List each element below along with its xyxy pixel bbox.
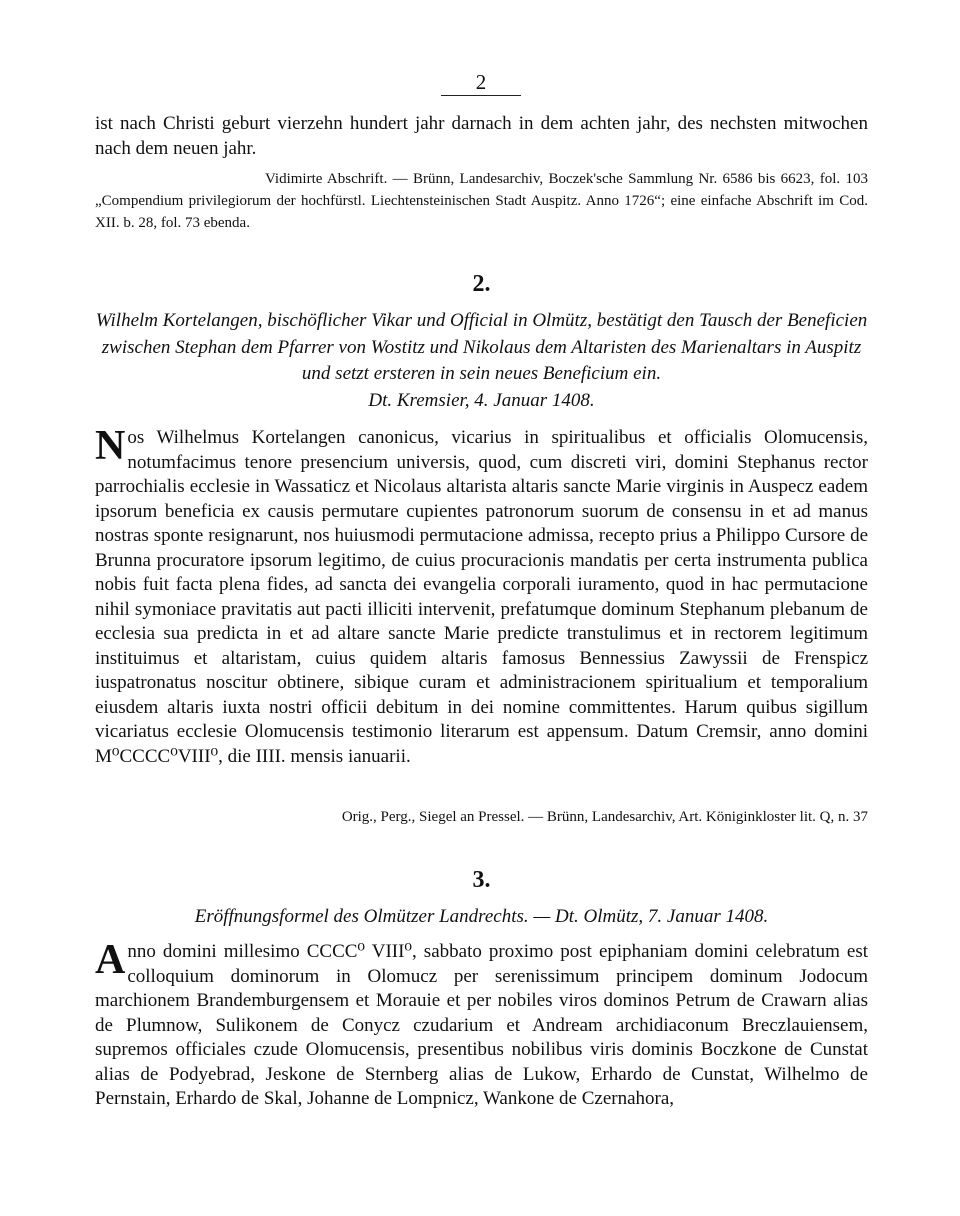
document-2-date: Dt. Kremsier, 4. Januar 1408.: [368, 389, 595, 411]
document-3-initial: A: [95, 937, 126, 983]
page-number-rule: [441, 95, 521, 96]
document-3-body: [95, 937, 868, 1112]
document-2-summary-text: Wilhelm Kortelangen, bischöflicher Vikar und Official in Olmütz, bestätigt den Tausch der Beneficien zwischen Stephan dem Pfarrer von Wostitz und Nikolaus dem Altaristen des Marienaltars in Auspitz und setzt ersteren in sein neues Beneficium ein.: [95, 310, 868, 384]
document-3-text: nno domini millesimo CCCC⁰ VIII⁰, sabbato proximo post epiphaniam domini celebratum est colloquium dominorum in Olomucz per serenissimum principem dominum Jodocum marchionem Brandemburgensem et Morauie et per nobiles viros dominos Petrum de Crawarn alias de Plumnow, Sulikonem de Conycz czudarium et Andream archidiaconum Breczlauiensem, supremos officiales czude Olomucensis, presentibus nobilibus viris dominis Boczkone de Cunstat alias de Podyebrad, Jeskone de Sternberg alias de Lukow, Erhardo de Cunstat, Wilhelmo de Pernstain, Erhardo de Skal, Johanne de Lompnicz, Wankone de Czernahora,: [95, 941, 868, 1109]
document-2-summary: [95, 308, 868, 414]
document-2-number: 2.: [472, 271, 491, 297]
document-3-summary: Eröffnungsformel des Olmützer Landrechts. — Dt. Olmütz, 7. Januar 1408.: [194, 906, 769, 927]
document-2-initial: N: [95, 423, 126, 469]
document-3-number: 3.: [472, 867, 491, 893]
document-2-body: [95, 423, 868, 769]
document-2-source-note: Orig., Perg., Siegel an Pressel. — Brünn, Landesarchiv, Art. Königinkloster lit. Q, n. 37: [341, 809, 868, 825]
document-2-text: os Wilhelmus Kortelangen canonicus, vicarius in spiritualibus et officialis Olomucensis, notumfacimus tenore presencium universis, quod, cum discreti viri, domini Stephanus rector parrochialis ecclesie in Wassaticz et Nicolaus altarista altaris sancte Marie virginis in Auspecz eadem ipsorum beneficia ex causis permutare cupientes patronorum suorum de consensu in et ad manus nostras sponte resignarunt, nos huiusmodi permutacione admissa, recepto prius a Philippo Cursore de Brunna procuratore ipsorum legitimo, de cuius procuracionis mandatis per certa instrumenta publica nobis fuit facta plena fides, ad sancta dei evangelia corporali iuramento, quod in hac permutacione nihil symoniace pravitatis aut pacti illiciti intervenit, prefatumque dominum Stephanum plebanum de ecclesia sua predicta in et ad altare sancte Marie predicte transtulimus et in rectorem legitimum instituimus et altaristam, cuius quidem altaris famosus Bennessius Zawyssii de Frenspicz iuspatronatus noscitur obtinere, sibique curam et administracionem spiritualium et temporalium eiusdem altaris iuxta nostri officii debitum in dei nomine committentes. Harum quibus sigillum vicariatus ecclesie Olomucensis testimonio literarum est appensum. Datum Cremsir, anno domini M⁰CCCC⁰VIII⁰, die IIII. mensis ianuarii.: [95, 427, 868, 767]
continuation-paragraph: ist nach Christi geburt vierzehn hundert jahr darnach in dem achten jahr, des nechsten mitwochen nach dem neuen jahr.: [95, 113, 868, 159]
page-number-block: [441, 70, 521, 96]
intro-source-note: Vidimirte Abschrift. — Brünn, Landesarchiv, Boczek'sche Sammlung Nr. 6586 bis 6623, fol. 103 „Compendium privilegiorum der hochfürstl. Liechtensteinischen Stadt Auspitz. Anno 1726“; eine einfache Abschrift im Cod. XII. b. 28, fol. 73 ebenda.: [95, 171, 868, 231]
page-number: 2: [475, 70, 487, 94]
